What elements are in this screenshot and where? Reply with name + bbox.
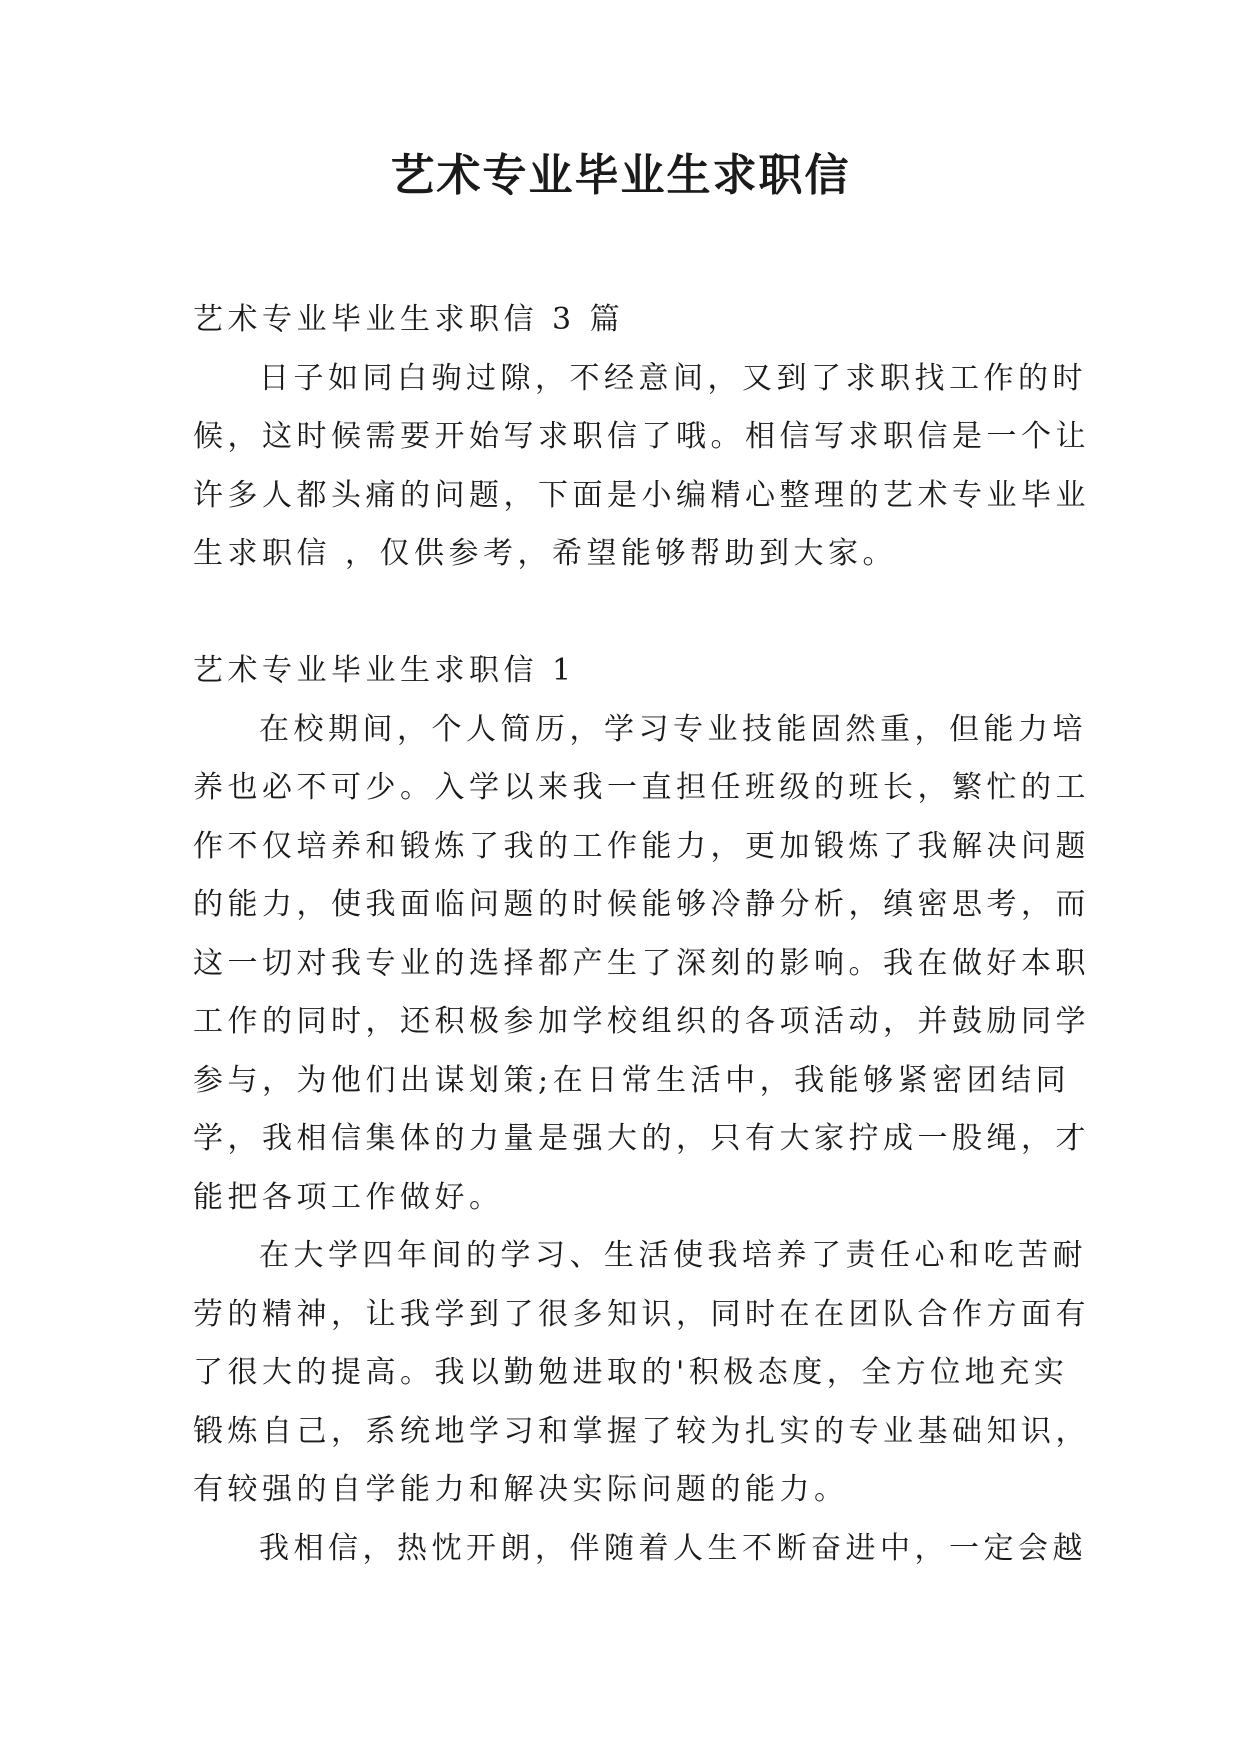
document-body: [193, 291, 1090, 1578]
paragraph-line: 参与，为他们出谋划策;在日常生活中，我能够紧密团结同: [193, 1062, 1071, 1098]
section-heading: 艺术专业毕业生求职信 1: [193, 653, 576, 688]
intro-line: 生求职信 ，仅供参考，希望能够帮助到大家。: [193, 536, 898, 571]
paragraph-line: 锻炼自己，系统地学习和掌握了较为扎实的专业基础知识，: [193, 1413, 1090, 1449]
paragraph-line: 这一切对我专业的选择都产生了深刻的影响。我在做好本职: [193, 945, 1090, 981]
document-title: 艺术专业毕业生求职信: [390, 150, 851, 201]
paragraph-line: 了很大的提高。我以勤勉进取的'积极态度，全方位地充实: [193, 1355, 1069, 1390]
paragraph-line: 我相信，热忱开朗，伴随着人生不断奋进中，一定会越: [259, 1530, 1087, 1566]
intro-line: 候，这时候需要开始写求职信了哦。相信写求职信是一个让: [193, 419, 1090, 454]
intro-line: 许多人都头痛的问题，下面是小编精心整理的艺术专业毕业: [193, 477, 1090, 513]
document-subtitle: 艺术专业毕业生求职信 3 篇: [193, 302, 625, 337]
intro-line: 日子如同白驹过隙，不经意间，又到了求职找工作的时: [259, 360, 1087, 396]
paragraph-line: 劳的精神，让我学到了很多知识，同时在在团队合作方面有: [193, 1296, 1090, 1332]
section1-paragraph-3: [193, 1520, 1087, 1579]
section1-paragraph-2: [193, 1227, 1090, 1520]
paragraph-line: 在大学四年间的学习、生活使我培养了责任心和吃苦耐: [259, 1238, 1087, 1273]
paragraph-line: 学，我相信集体的力量是强大的，只有大家拧成一股绳，才: [193, 1121, 1090, 1156]
paragraph-line: 的能力，使我面临问题的时候能够冷静分析，缜密思考，而: [193, 887, 1090, 922]
section1-paragraph-1: [193, 701, 1090, 1228]
blank-line: [193, 584, 1055, 643]
intro-paragraph: [193, 350, 1090, 584]
paragraph-line: 能把各项工作做好。: [193, 1179, 504, 1215]
paragraph-line: 工作的同时，还积极参加学校组织的各项活动，并鼓励同学: [193, 1004, 1090, 1039]
paragraph-line: 作不仅培养和锻炼了我的工作能力，更加锻炼了我解决问题: [193, 828, 1090, 864]
paragraph-line: 在校期间，个人简历，学习专业技能固然重，但能力培: [259, 711, 1087, 747]
paragraph-line: 养也必不可少。入学以来我一直担任班级的班长，繁忙的工: [193, 770, 1090, 805]
paragraph-line: 有较强的自学能力和解决实际问题的能力。: [193, 1472, 849, 1507]
